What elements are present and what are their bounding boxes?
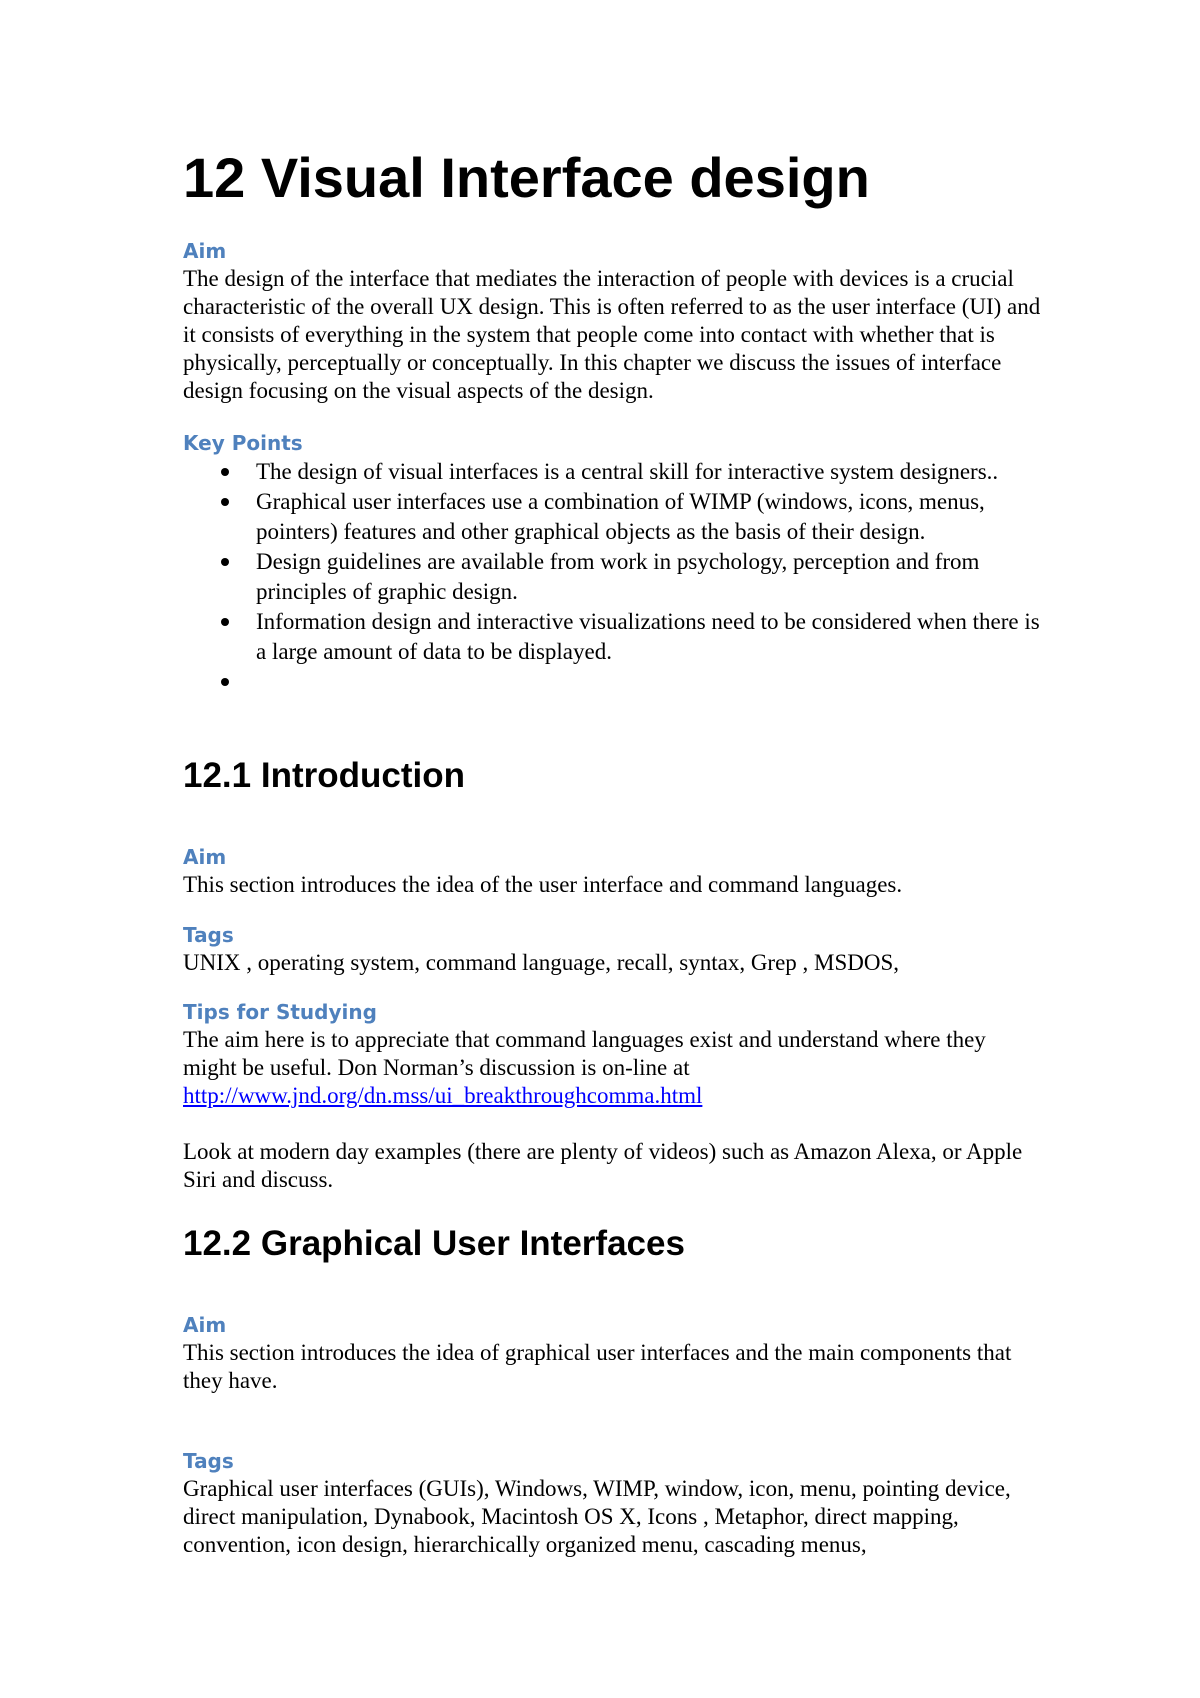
aim-label: Aim xyxy=(183,1313,227,1337)
tags-text: UNIX , operating system, command language, recall, syntax, Grep , MSDOS, xyxy=(183,950,900,975)
tips-block xyxy=(183,1026,1043,1194)
section-heading-introduction: 12.1 Introduction xyxy=(183,756,465,795)
tags-label: Tags xyxy=(183,923,234,947)
bullet-icon xyxy=(221,468,229,476)
tips-link[interactable]: http://www.jnd.org/dn.mss/ui_breakthroughcomma.html xyxy=(183,1083,703,1108)
key-points-list xyxy=(183,457,1043,697)
list-item xyxy=(183,667,1043,697)
bullet-icon xyxy=(221,498,229,506)
tips-text: The aim here is to appreciate that command languages exist and understand where they might be useful. Don Norman’s discussion is on-line at xyxy=(183,1027,986,1080)
section-heading-gui: 12.2 Graphical User Interfaces xyxy=(183,1224,685,1263)
list-item: Graphical user interfaces use a combination of WIMP (windows, icons, menus, pointers) features and other graphical objects as the basis of their design. xyxy=(183,487,1043,547)
list-item: Information design and interactive visualizations need to be considered when there is a large amount of data to be displayed. xyxy=(183,607,1043,667)
aim-label: Aim xyxy=(183,239,227,263)
aim-text: This section introduces the idea of the user interface and command languages. xyxy=(183,872,903,897)
aim-text: This section introduces the idea of graphical user interfaces and the main components that they have. xyxy=(183,1340,1012,1393)
bullet-icon xyxy=(221,618,229,626)
aim-text: The design of the interface that mediates the interaction of people with devices is a crucial characteristic of the overall UX design. This is often referred to as the user interface (UI) and it consists of everything in the system that people come into contact with whether that is physically, perceptually or conceptually. In this chapter we discuss the issues of interface design focusing on the visual aspects of the design. xyxy=(183,266,1041,403)
chapter-title: 12 Visual Interface design xyxy=(183,146,870,209)
list-item: Design guidelines are available from work in psychology, perception and from principles of graphic design. xyxy=(183,547,1043,607)
aim-label: Aim xyxy=(183,845,227,869)
tags-text: Graphical user interfaces (GUIs), Windows, WIMP, window, icon, menu, pointing device, direct manipulation, Dynabook, Macintosh OS X, Icons , Metaphor, direct mapping, convention, icon design, hierarchically organized menu, cascading menus, xyxy=(183,1476,1011,1557)
list-item: The design of visual interfaces is a central skill for interactive system designers.. xyxy=(183,457,1043,487)
tags-label: Tags xyxy=(183,1449,234,1473)
key-points-label: Key Points xyxy=(183,431,303,455)
bullet-icon xyxy=(221,558,229,566)
tips-text-2: Look at modern day examples (there are plenty of videos) such as Amazon Alexa, or Apple Siri and discuss. xyxy=(183,1139,1023,1192)
tips-label: Tips for Studying xyxy=(183,1000,377,1024)
bullet-icon xyxy=(221,678,229,686)
